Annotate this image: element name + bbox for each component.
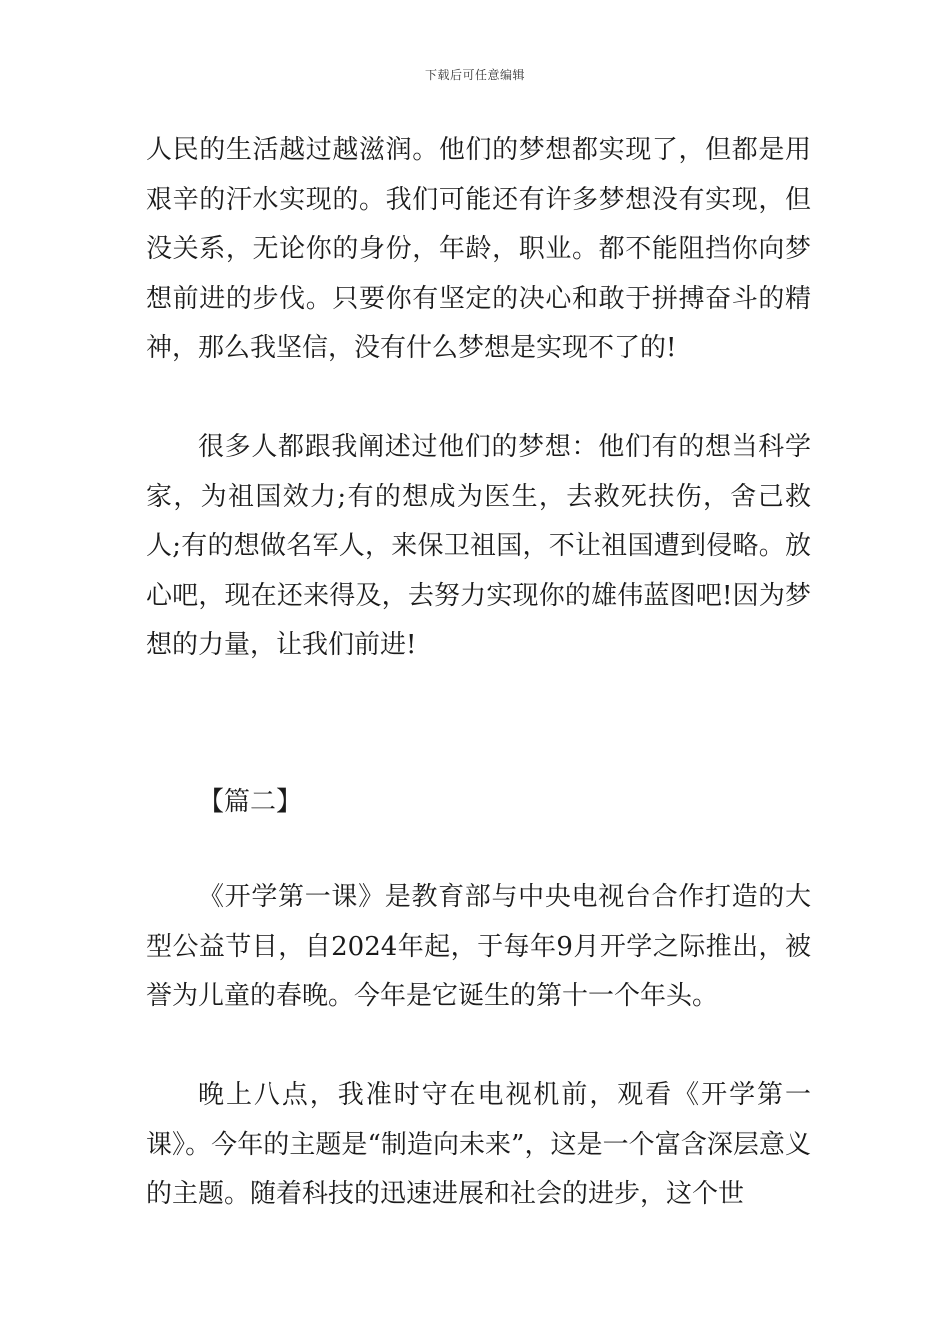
section-heading: 【篇二】 <box>198 787 303 817</box>
paragraph-program-intro: 《开学第一课》是教育部与中央电视台合作打造的大型公益节目，自2024年起，于每年9月开学之际推出，被誉为儿童的春晚。今年是它诞生的第十一个年头。 <box>146 882 811 1011</box>
header-note: 下载后可任意编辑 <box>424 68 525 82</box>
paragraph-watching: 晚上八点，我准时守在电视机前，观看《开学第一课》。今年的主题是“制造向未来”，这是一个富含深层意义的主题。随着科技的迅速进展和社会的进步，这个世 <box>146 1080 811 1209</box>
paragraph-dreams: 很多人都跟我阐述过他们的梦想：他们有的想当科学家，为祖国效力;有的想成为医生，去救死扶伤，舍己救人;有的想做名军人，来保卫祖国，不让祖国遭到侵略。放心吧，现在还来得及，去努力实现你的雄伟蓝图吧!因为梦想的力量，让我们前进! <box>146 432 811 660</box>
paragraph-continuation: 人民的生活越过越滋润。他们的梦想都实现了，但都是用艰辛的汗水实现的。我们可能还有许多梦想没有实现，但没关系，无论你的身份，年龄，职业。都不能阻挡你向梦想前进的步伐。只要你有坚定的决心和敢于拼搏奋斗的精神，那么我坚信，没有什么梦想是实现不了的! <box>146 135 811 363</box>
